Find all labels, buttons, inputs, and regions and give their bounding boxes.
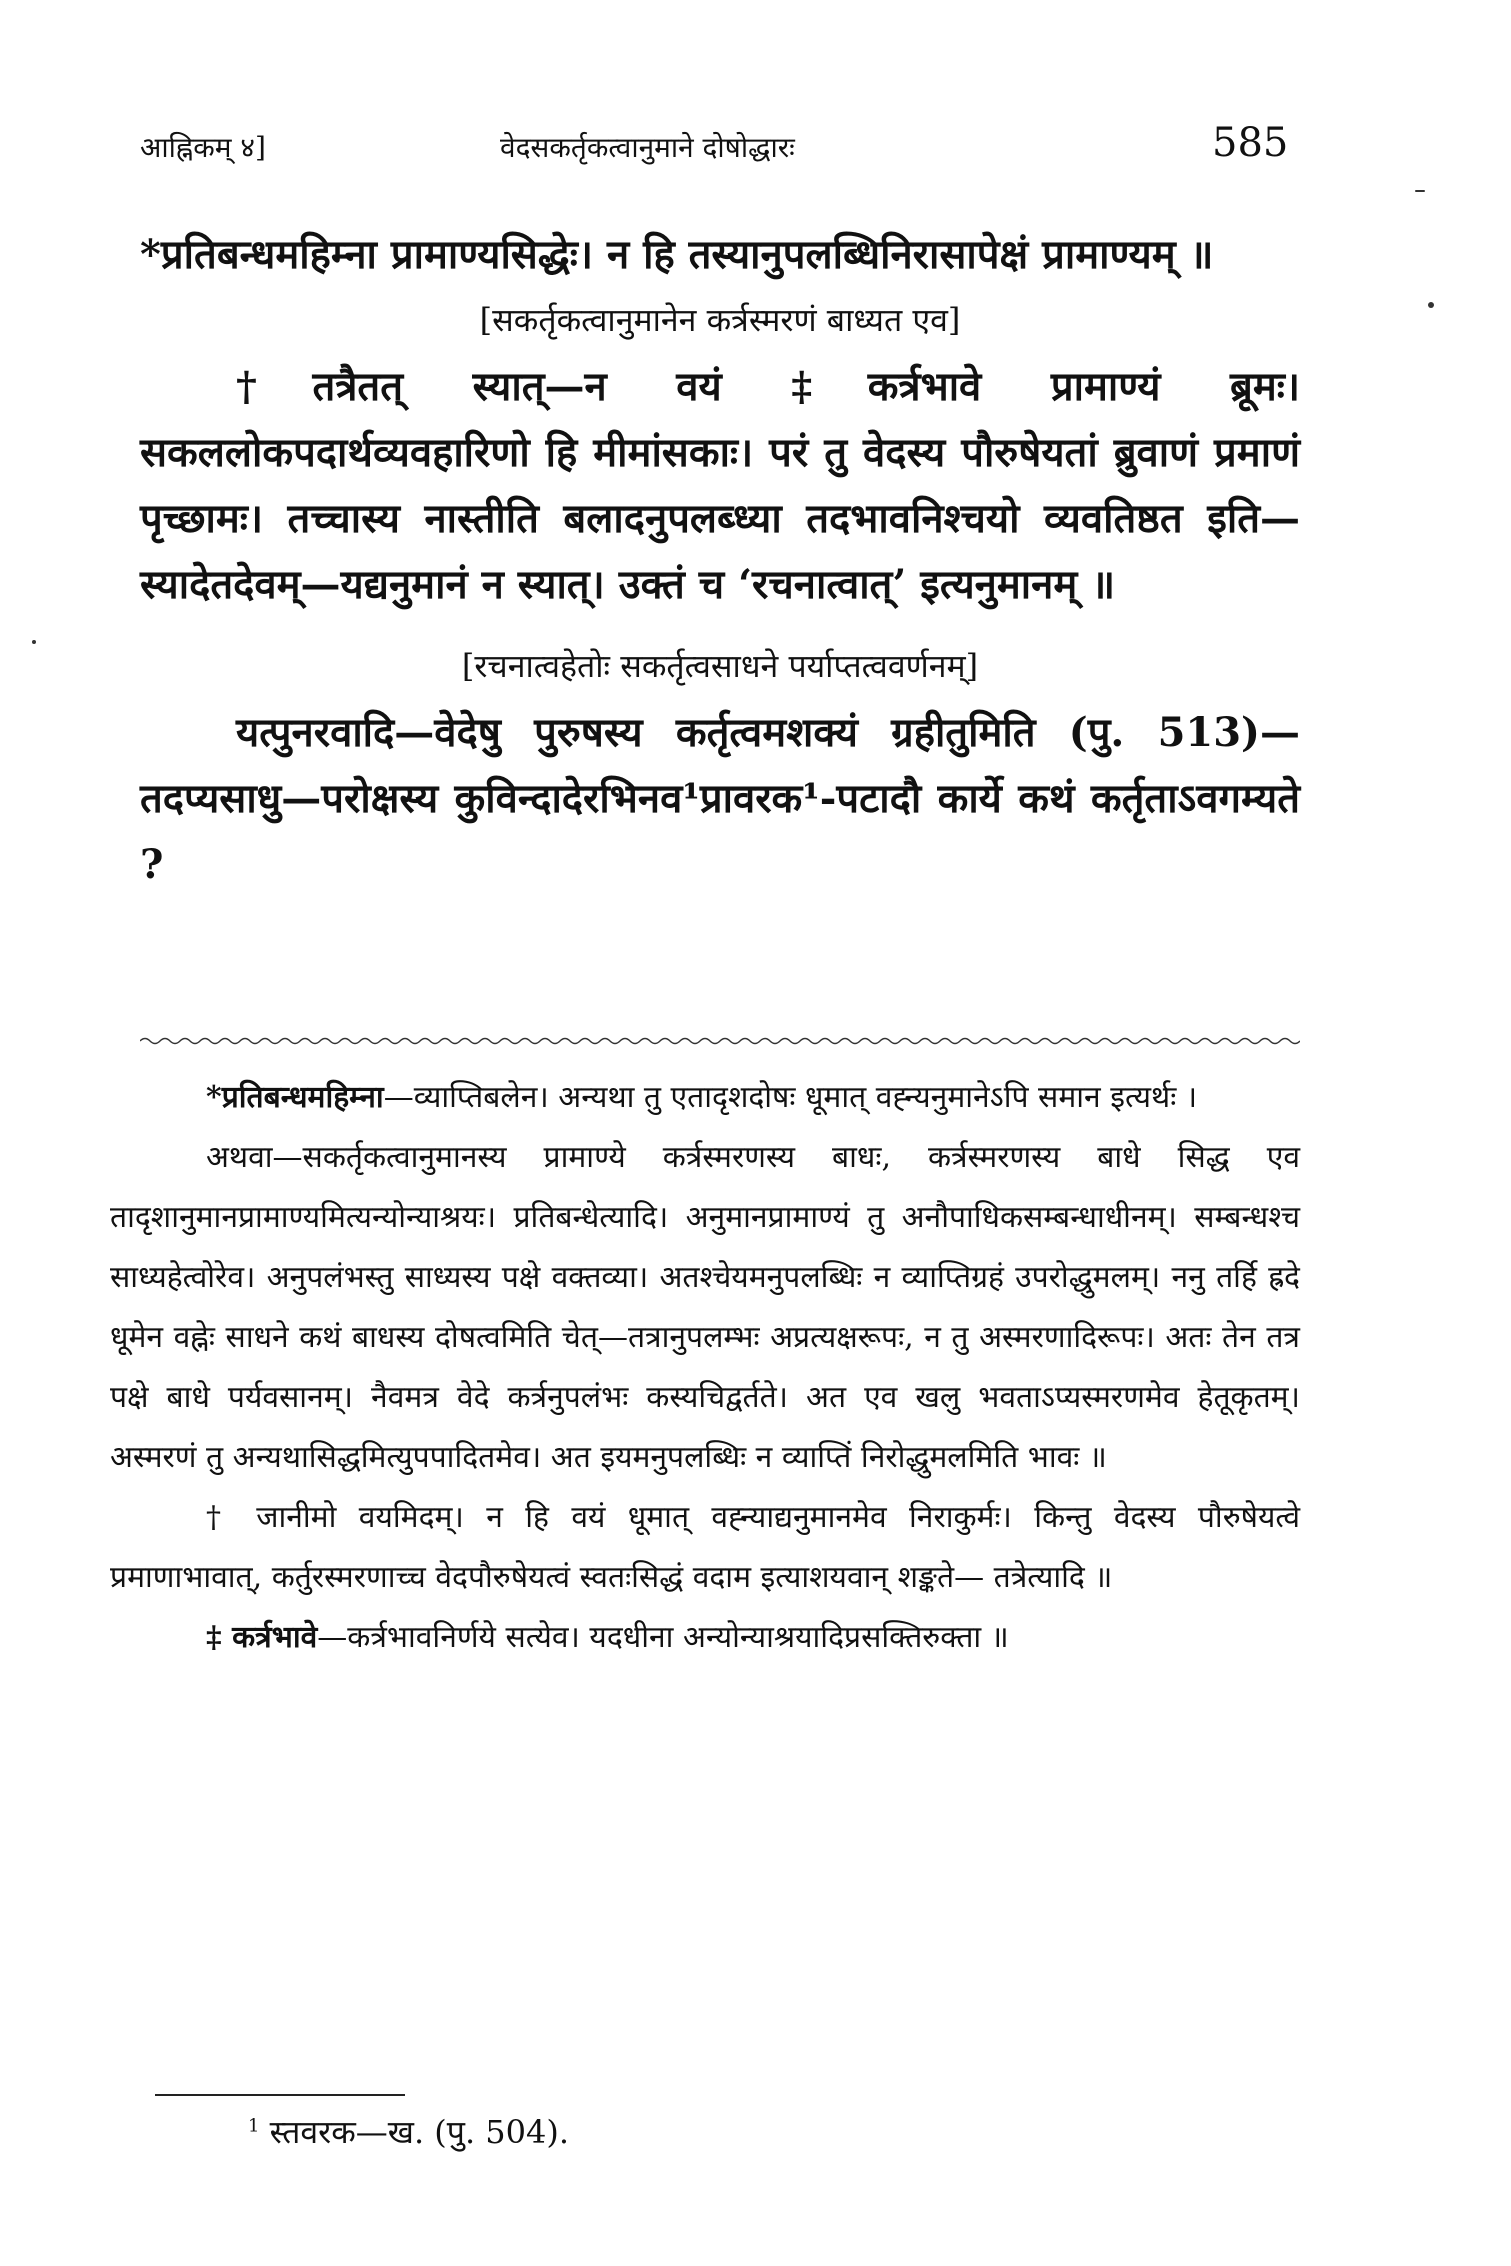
header-chapter-label: आह्निकम् ४]: [140, 131, 266, 164]
commentary-gloss-1: —व्याप्तिबलेन। अन्यथा तु एतादृशदोषः धूमात् वह्न्यनुमानेऽपि समान इत्यर्थः ।: [383, 1080, 1198, 1115]
main-paragraph-3: यत्पुनरवादि—वेदेषु पुरुषस्य कर्तृत्वमशक्यं ग्रहीतुमिति (पु. 513)—तदप्यसाधु—परोक्षस्य कुविन्दादेरभिनव¹प्रावरक¹-पटादौ कार्ये कथं कर्तृताऽवगम्यते ?: [140, 709, 1300, 888]
scan-speck: [32, 640, 36, 644]
commentary-paragraph-1: [110, 1068, 1300, 1128]
footnote-rule: [155, 2094, 405, 2096]
main-text-block: [140, 222, 1300, 898]
commentary-lemma-4: ‡ कर्त्रभावे: [206, 1620, 318, 1655]
footnote: [248, 2110, 569, 2153]
commentary-block: [110, 1068, 1300, 1668]
footnote-text: स्तवरक—ख. (पु. 504).: [269, 2113, 570, 2151]
section-heading-1: [सकर्तृकत्वानुमानेन कर्त्रस्मरणं बाध्यत एव]: [479, 301, 961, 339]
main-paragraph-1: *प्रतिबन्धमहिम्ना प्रामाण्यसिद्धेः। न हि तस्यानुपलब्धिनिरासापेक्षं प्रामाण्यम् ॥: [140, 231, 1214, 278]
section-heading-2: [रचनात्वहेतोः सकर्तृत्वसाधने पर्याप्तत्ववर्णनम्]: [461, 647, 979, 685]
commentary-separator: [140, 1036, 1300, 1046]
scan-speck: [1415, 190, 1425, 192]
commentary-lemma-1: *प्रतिबन्धमहिम्ना: [206, 1080, 384, 1115]
commentary-paragraph-3: † जानीमो वयमिदम्। न हि वयं धूमात् वह्न्याद्यनुमानमेव निराकुर्मः। किन्तु वेदस्य पौरुषेयत्वे प्रमाणाभावात्, कर्तुरस्मरणाच्च वेदपौरुषेयत्वं स्वतःसिद्धं वदाम इत्याशयवान् शङ्कते— तत्रेत्यादि ॥: [110, 1500, 1300, 1595]
commentary-paragraph-4: [110, 1608, 1300, 1668]
page-number: 585: [1212, 120, 1289, 166]
commentary-paragraph-2: अथवा—सकर्तृकत्वानुमानस्य प्रामाण्ये कर्त्रस्मरणस्य बाधः, कर्त्रस्मरणस्य बाधे सिद्ध एव तादृशानुमानप्रामाण्यमित्यन्योन्याश्रयः। प्रतिबन्धेत्यादि। अनुमानप्रामाण्यं तु अनौपाधिकसम्बन्धाधीनम्। सम्बन्धश्च साध्यहेत्वोरेव। अनुपलंभस्तु साध्यस्य पक्षे वक्तव्या। अतश्चेयमनुपलब्धिः न व्याप्तिग्रहं उपरोद्धुमलम्। ननु तर्हि ह्रदे धूमेन वह्नेः साधने कथं बाधस्य दोषत्वमिति चेत्—तत्रानुपलम्भः अप्रत्यक्षरूपः, न तु अस्मरणादिरूपः। अतः तेन तत्र पक्षे बाधे पर्यवसानम्। नैवमत्र वेदे कर्त्रनुपलंभः कस्यचिद्वर्तते। अत एव खलु भवताऽप्यस्मरणमेव हेतूकृतम्। अस्मरणं तु अन्यथासिद्धमित्युपपादितमेव। अत इयमनुपलब्धिः न व्याप्तिं निरोद्धुमलमिति भावः ॥: [110, 1140, 1300, 1475]
main-paragraph-2: †तत्रैतत् स्यात्—न वयं ‡कर्त्रभावे प्रामाण्यं ब्रूमः। सकललोकपदार्थव्यवहारिणो हि मीमांसकाः। परं तु वेदस्य पौरुषेयतां ब्रुवाणं प्रमाणं पृच्छामः। तच्चास्य नास्तीति बलादनुपलब्ध्या तदभावनिश्चयो व्यवतिष्ठत इति—स्यादेतदेवम्—यद्यनुमानं न स्यात्। उक्तं च ‘रचनात्वात्’ इत्यनुमानम् ॥: [140, 363, 1300, 608]
commentary-gloss-4: —कर्त्रभावनिर्णये सत्येव। यदधीना अन्योन्याश्रयादिप्रसक्तिरुक्ता ॥: [317, 1620, 1009, 1655]
footnote-marker: 1: [248, 2115, 260, 2137]
scan-speck: [1428, 302, 1434, 308]
header-running-title: वेदसकर्तृकत्वानुमाने दोषोद्धारः: [500, 131, 795, 164]
